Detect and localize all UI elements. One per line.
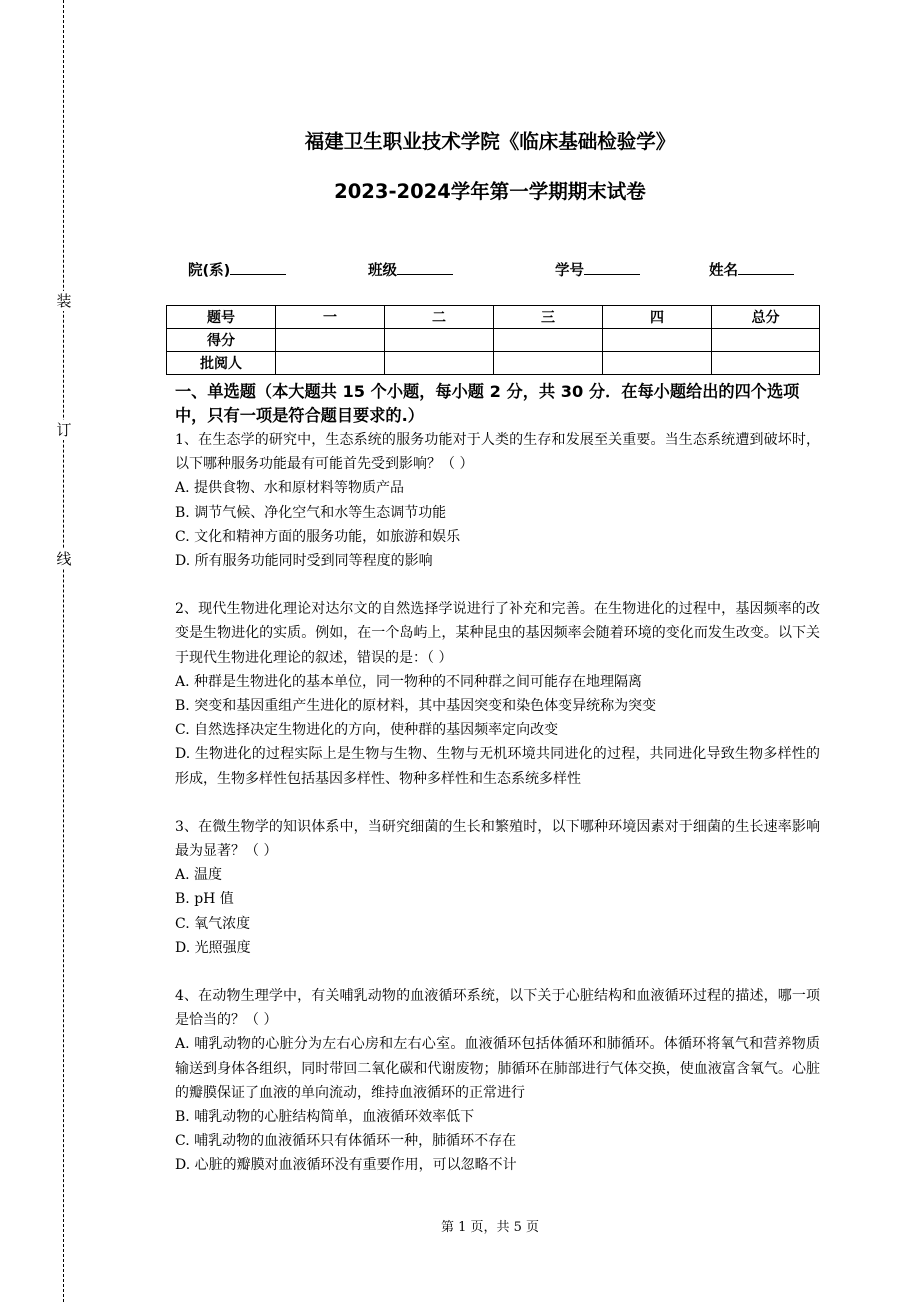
question-option: C. 氧气浓度: [175, 915, 251, 932]
grader-cell[interactable]: [712, 352, 820, 375]
info-dept-blank[interactable]: [230, 260, 286, 275]
info-class-blank[interactable]: [397, 260, 453, 275]
score-table-label: 得分: [167, 329, 276, 352]
binding-char-xian: 线: [56, 550, 72, 568]
info-class-label: 班级: [368, 263, 397, 279]
info-student-id: [555, 259, 640, 280]
score-cell[interactable]: [385, 329, 494, 352]
info-name-label: 姓名: [709, 263, 738, 279]
question-option: B. 调节气候、净化空气和水等生态调节功能: [175, 504, 447, 521]
binding-char-zhuang: 装: [56, 292, 72, 310]
info-dept: [188, 259, 286, 280]
question-4: [175, 984, 820, 1178]
question-option: A. 温度: [175, 867, 223, 884]
grader-cell[interactable]: [276, 352, 385, 375]
question-2: [175, 597, 820, 791]
score-table-col: 四: [603, 306, 712, 329]
score-cell[interactable]: [603, 329, 712, 352]
info-student-id-label: 学号: [555, 263, 584, 279]
page-footer: 第 1 页，共 5 页: [440, 1220, 540, 1235]
question-option: C. 自然选择决定生物进化的方向，使种群的基因频率定向改变: [175, 722, 559, 739]
question-stem: 1、在生态学的研究中，生态系统的服务功能对于人类的生存和发展至关重要。当生态系统遭到破坏时，以下哪种服务功能最有可能首先受到影响？（ ）: [175, 432, 820, 473]
question-option: A. 哺乳动物的心脏分为左右心房和左右心室。血液循环包括体循环和肺循环。体循环将氧气和营养物质输送到身体各组织，同时带回二氧化碳和代谢废物；肺循环在肺部进行气体交换，使血液富含氧气。心脏的瓣膜保证了血液的单向流动，维持血液循环的正常进行: [175, 1036, 820, 1101]
grader-cell[interactable]: [603, 352, 712, 375]
score-table-col: 一: [276, 306, 385, 329]
question-option: D. 所有服务功能同时受到同等程度的影响: [175, 553, 433, 570]
question-option: B. 哺乳动物的心脏结构简单，血液循环效率低下: [175, 1109, 475, 1126]
question-1: [175, 428, 820, 573]
section-title: 一、单选题（本大题共 15 个小题，每小题 2 分，共 30 分．在每小题给出的四个选项中，只有一项是符合题目要求的.）: [175, 382, 800, 425]
question-option: A. 种群是生物进化的基本单位，同一物种的不同种群之间可能存在地理隔离: [175, 673, 643, 690]
question-3: [175, 815, 820, 960]
score-table-col: 三: [494, 306, 603, 329]
question-option: D. 生物进化的过程实际上是生物与生物、生物与无机环境共同进化的过程，共同进化导致生物多样性的形成，生物多样性包括基因多样性、物种多样性和生态系统多样性: [175, 746, 820, 787]
exam-title-line2: 2023-2024学年第一学期期末试卷: [334, 180, 646, 203]
question-stem: 4、在动物生理学中，有关哺乳动物的血液循环系统，以下关于心脏结构和血液循环过程的描述，哪一项是恰当的？（ ）: [175, 988, 820, 1029]
score-cell[interactable]: [494, 329, 603, 352]
score-table-col: 二: [385, 306, 494, 329]
question-stem: 2、现代生物进化理论对达尔文的自然选择学说进行了补充和完善。在生物进化的过程中，基因频率的改变是生物进化的实质。例如，在一个岛屿上，某种昆虫的基因频率会随着环境的变化而发生改变。以下关于现代生物进化理论的叙述，错误的是：（ ）: [175, 601, 820, 666]
score-table-label: 题号: [167, 306, 276, 329]
question-option: B. 突变和基因重组产生进化的原材料，其中基因突变和染色体变异统称为突变: [175, 698, 657, 715]
info-student-id-blank[interactable]: [584, 260, 640, 275]
score-table-label: 批阅人: [167, 352, 276, 375]
score-cell[interactable]: [276, 329, 385, 352]
binding-char-ding: 订: [56, 421, 72, 439]
exam-title-line1: 福建卫生职业技术学院《临床基础检验学》: [304, 130, 676, 153]
score-table-score-row: [167, 329, 820, 352]
grader-cell[interactable]: [494, 352, 603, 375]
score-cell[interactable]: [712, 329, 820, 352]
info-dept-label: 院(系): [188, 263, 231, 279]
score-table-grader-row: [167, 352, 820, 375]
info-class: [368, 259, 453, 280]
question-option: A. 提供食物、水和原材料等物质产品: [175, 480, 405, 497]
question-option: C. 哺乳动物的血液循环只有体循环一种，肺循环不存在: [175, 1133, 517, 1150]
question-stem: 3、在微生物学的知识体系中，当研究细菌的生长和繁殖时，以下哪种环境因素对于细菌的生长速率影响最为显著？（ ）: [175, 818, 820, 860]
score-table-col: 总分: [712, 306, 820, 329]
grader-cell[interactable]: [385, 352, 494, 375]
question-option: C. 文化和精神方面的服务功能，如旅游和娱乐: [175, 528, 461, 545]
score-table: [166, 305, 820, 375]
info-name-blank[interactable]: [738, 260, 794, 275]
info-name: [709, 259, 794, 280]
question-option: D. 光照强度: [175, 939, 251, 956]
question-option: B. pH 值: [175, 891, 234, 908]
exam-content: [175, 380, 820, 1178]
score-table-header-row: [167, 306, 820, 329]
question-option: D. 心脏的瓣膜对血液循环没有重要作用，可以忽略不计: [175, 1157, 517, 1174]
